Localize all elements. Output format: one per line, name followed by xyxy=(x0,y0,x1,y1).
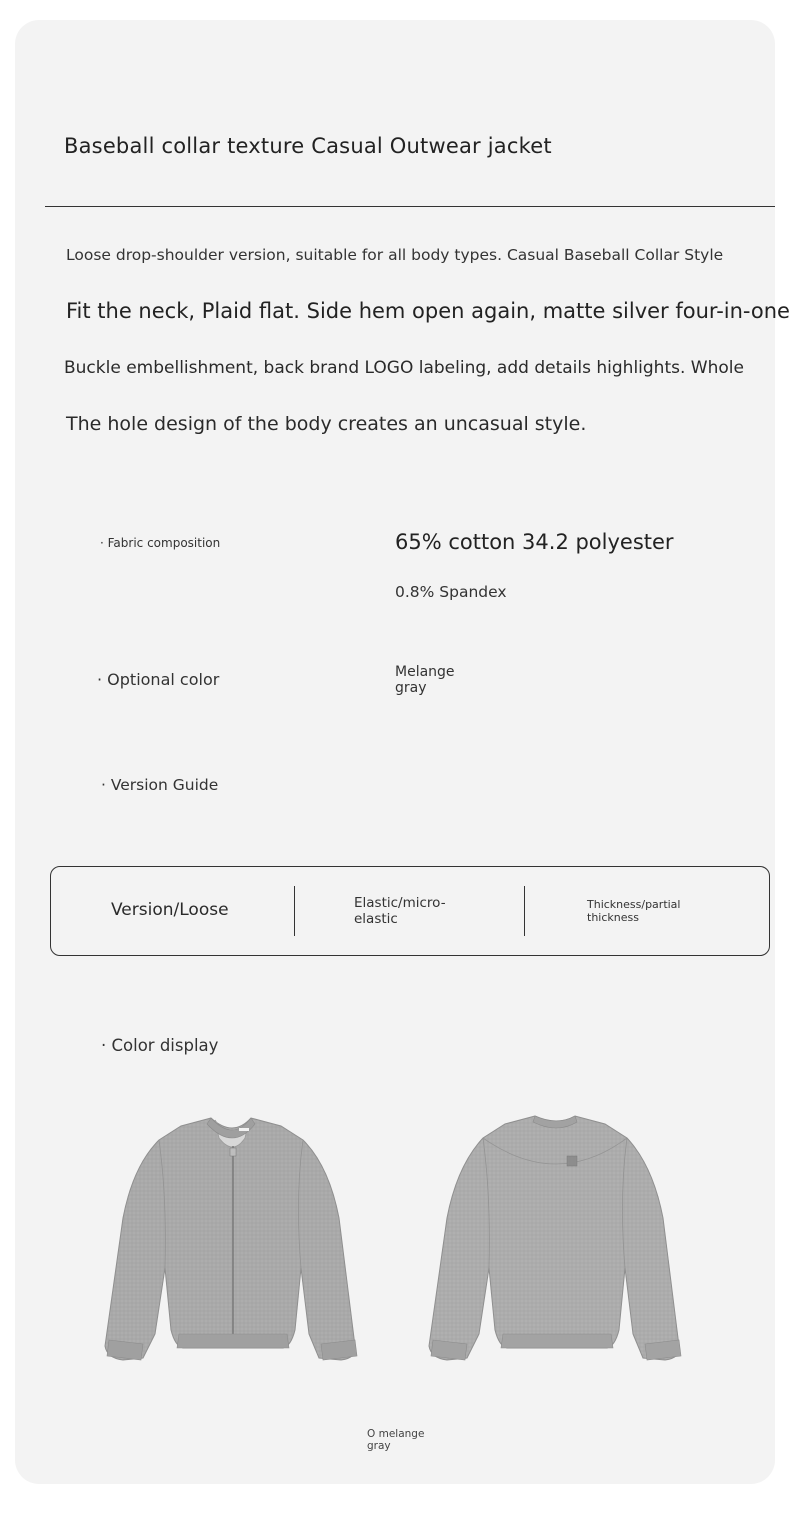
optional-color-value: Melange gray xyxy=(395,664,455,696)
color-display-label: · Color display xyxy=(101,1036,219,1055)
product-card xyxy=(15,20,790,1484)
front-jacket-image xyxy=(93,1108,378,1363)
back-jacket-image xyxy=(417,1108,702,1363)
description-line-4: The hole design of the body creates an uncasual style. xyxy=(66,413,587,435)
color-caption: O melange gray xyxy=(367,1428,425,1452)
version-guide-label: · Version Guide xyxy=(101,776,219,794)
spec-divider xyxy=(294,886,295,936)
optional-color-label: · Optional color xyxy=(97,670,220,689)
fabric-composition-value-2: 0.8% Spandex xyxy=(395,583,507,601)
product-title: Baseball collar texture Casual Outwear jacket xyxy=(64,134,552,158)
description-line-3: Buckle embellishment, back brand LOGO labeling, add details highlights. Whole xyxy=(64,358,744,378)
description-line-2: Fit the neck, Plaid flat. Side hem open again, matte silver four-in-one xyxy=(66,299,790,323)
version-spec-box xyxy=(50,866,770,956)
spec-elastic: Elastic/micro-elastic xyxy=(354,895,446,927)
fabric-composition-value: 65% cotton 34.2 polyester xyxy=(395,530,674,554)
title-divider xyxy=(45,206,775,207)
description-line-1: Loose drop-shoulder version, suitable for all body types. Casual Baseball Collar Style xyxy=(66,246,724,264)
spec-version: Version/Loose xyxy=(111,900,229,920)
spec-thickness: Thickness/partial thickness xyxy=(587,898,681,924)
spec-divider xyxy=(524,886,525,936)
fabric-composition-label: · Fabric composition xyxy=(100,536,221,550)
